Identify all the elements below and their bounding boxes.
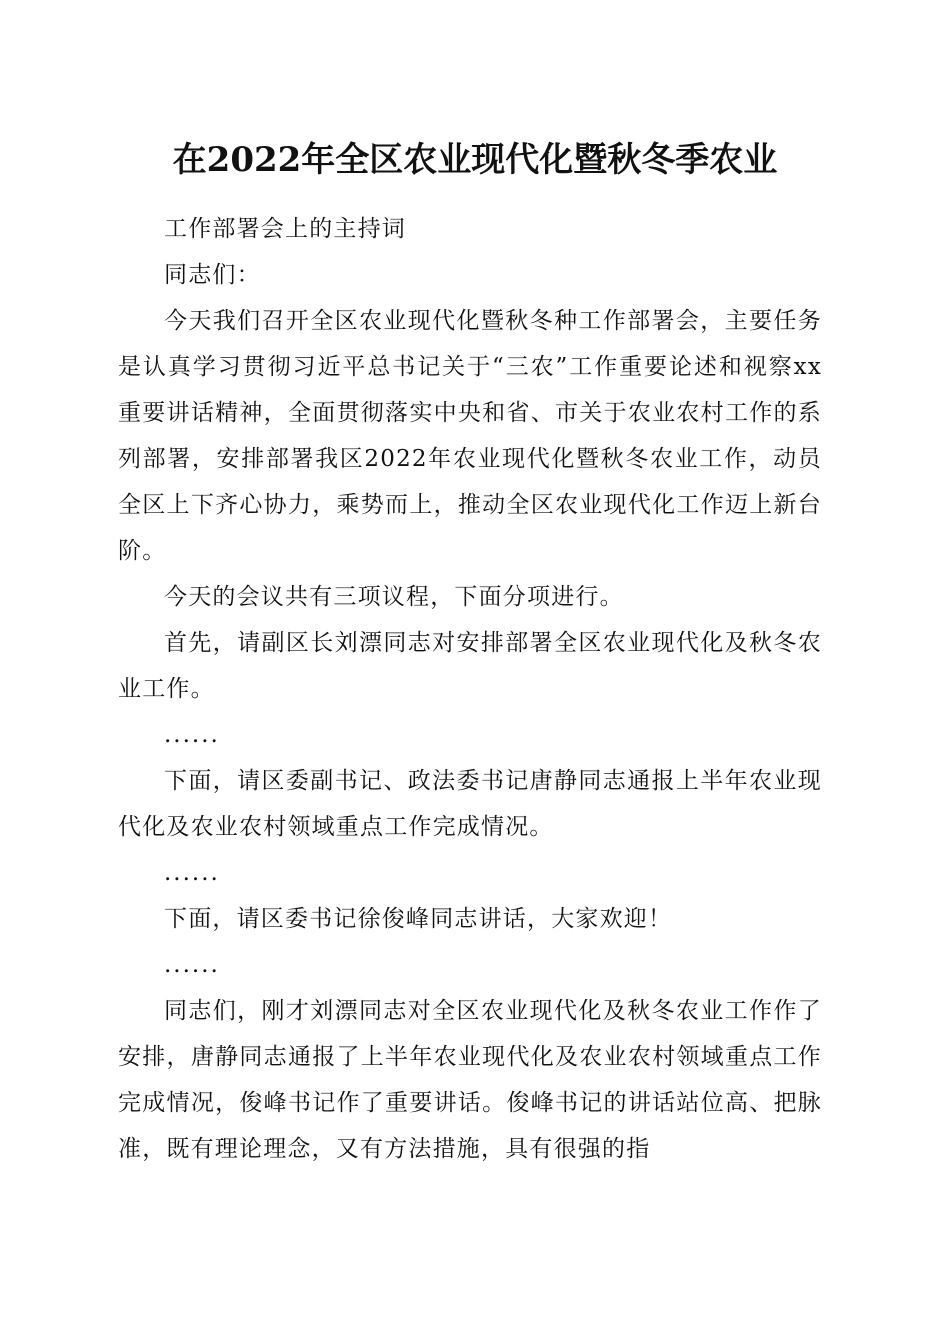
ellipsis-3: ...... <box>164 952 220 978</box>
document-title: 在2022年全区农业现代化暨秋冬季农业 <box>172 140 778 180</box>
ellipsis-1: ...... <box>164 722 220 748</box>
paragraph-summary: 同志们，刚才刘漂同志对全区农业现代化及秋冬农业工作作了安排，唐静同志通报了上半年农业现代化及农业农村领域重点工作完成情况，俊峰书记作了重要讲话。俊峰书记的讲话站位高、把脉准，既有理论理念，又有方法措施，具有很强的指 <box>118 998 822 1162</box>
paragraph-agenda: 今天的会议共有三项议程，下面分项进行。 <box>164 584 624 610</box>
paragraph-item-2: 下面，请区委副书记、政法委书记唐静同志通报上半年农业现代化及农业农村领域重点工作完成情况。 <box>118 768 822 840</box>
paragraph-subtitle: 工作部署会上的主持词 <box>164 216 406 242</box>
paragraph-salutation: 同志们： <box>164 262 261 288</box>
paragraph-item-3: 下面，请区委书记徐俊峰同志讲话，大家欢迎！ <box>164 906 673 932</box>
ellipsis-2: ...... <box>164 860 220 886</box>
paragraph-item-1: 首先，请副区长刘漂同志对安排部署全区农业现代化及秋冬农业工作。 <box>118 630 822 702</box>
paragraph-opening: 今天我们召开全区农业现代化暨秋冬种工作部署会，主要任务是认真学习贯彻习近平总书记关于“三农”工作重要论述和视察xx重要讲话精神，全面贯彻落实中央和省、市关于农业农村工作的系列部署，安排部署我区2022年农业现代化暨秋冬农业工作，动员全区上下齐心协力，乘势而上，推动全区农业现代化工作迈上新台阶。 <box>118 308 822 564</box>
document-body <box>118 206 822 1172</box>
